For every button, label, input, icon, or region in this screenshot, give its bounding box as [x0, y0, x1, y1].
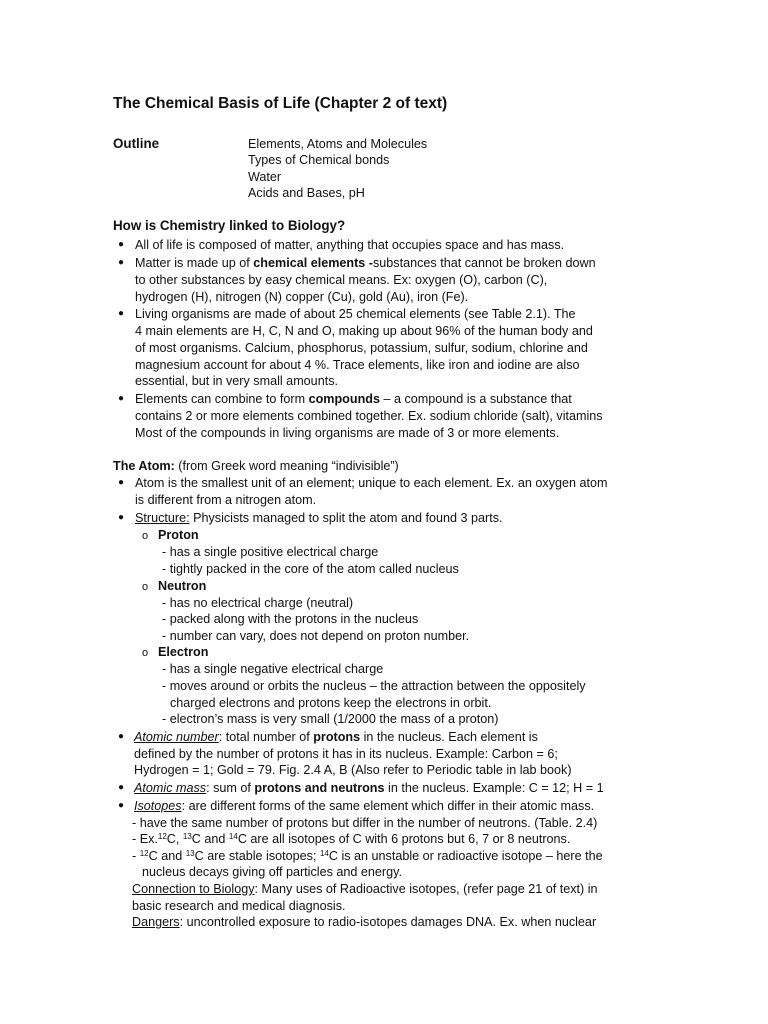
- paragraph-line: charged electrons and protons keep the electrons in orbit.: [170, 696, 492, 710]
- paragraph-line: - has a single negative electrical charge: [162, 662, 384, 676]
- page-title: The Chemical Basis of Life (Chapter 2 of text): [113, 95, 448, 112]
- paragraph-line: essential, but in very small amounts.: [135, 374, 338, 388]
- paragraph-line: Connection to Biology: Many uses of Radioactive isotopes, (refer page 21 of text) in: [132, 882, 598, 896]
- bullet-icon: ●: [118, 477, 125, 488]
- bullet-icon: ●: [118, 512, 125, 523]
- sublist-heading: Electron: [158, 645, 209, 659]
- paragraph-line: defined by the number of protons it has in its nucleus. Example: Carbon = 6;: [134, 747, 558, 761]
- paragraph-line: - have the same number of protons but differ in the number of neutrons. (Table. 2.4): [132, 816, 598, 830]
- paragraph-line: is different from a nitrogen atom.: [135, 493, 317, 507]
- paragraph-line: - number can vary, does not depend on proton number.: [162, 629, 470, 643]
- paragraph-line: basic research and medical diagnosis.: [132, 899, 346, 913]
- paragraph-line: - $^{12}$C and $^{13}$C are stable isotopes; $^{14}$C is an unstable or radioactive isotope – here the: [132, 849, 603, 863]
- outline-item: Acids and Bases, pH: [248, 186, 365, 200]
- paragraph-line: magnesium account for about 4 %. Trace elements, like iron and iodine are also: [135, 358, 580, 372]
- paragraph-line: Atomic mass: sum of protons and neutrons in the nucleus. Example: C = 12; H = 1: [134, 781, 604, 795]
- bullet-icon: ●: [118, 239, 125, 250]
- sublist-heading: Neutron: [158, 579, 207, 593]
- paragraph-line: Hydrogen = 1; Gold = 79. Fig. 2.4 A, B (Also refer to Periodic table in lab book): [134, 763, 572, 777]
- bullet-icon: ●: [118, 393, 125, 404]
- paragraph-line: Living organisms are made of about 25 chemical elements (see Table 2.1). The: [135, 307, 576, 321]
- paragraph-line: - has a single positive electrical charge: [162, 545, 379, 559]
- paragraph-line: Dangers: uncontrolled exposure to radio-isotopes damages DNA. Ex. when nuclear: [132, 915, 597, 929]
- outline-item: Types of Chemical bonds: [248, 153, 390, 167]
- atom-heading: The Atom: (from Greek word meaning “indivisible”): [113, 459, 399, 473]
- paragraph-line: of most organisms. Calcium, phosphorus, potassium, sulfur, sodium, chlorine and: [135, 341, 588, 355]
- paragraph-line: - electron’s mass is very small (1/2000 the mass of a proton): [162, 712, 499, 726]
- paragraph-line: Most of the compounds in living organisms are made of 3 or more elements.: [135, 426, 560, 440]
- paragraph-line: - packed along with the protons in the nucleus: [162, 612, 419, 626]
- bullet-icon: ●: [118, 782, 125, 793]
- paragraph-line: contains 2 or more elements combined together. Ex. sodium chloride (salt), vitamins: [135, 409, 603, 423]
- bullet-icon: ●: [118, 731, 125, 742]
- outline-item: Water: [248, 170, 282, 184]
- outline-label: Outline: [113, 136, 160, 151]
- circle-bullet-icon: o: [142, 530, 149, 542]
- paragraph-line: Matter is made up of chemical elements -substances that cannot be broken down: [135, 256, 596, 270]
- section-heading: How is Chemistry linked to Biology?: [113, 218, 346, 233]
- paragraph-line: - moves around or orbits the nucleus – the attraction between the oppositely: [162, 679, 586, 693]
- paragraph-line: - tightly packed in the core of the atom called nucleus: [162, 562, 459, 576]
- outline-item: Elements, Atoms and Molecules: [248, 137, 428, 151]
- paragraph-line: hydrogen (H), nitrogen (N) copper (Cu), gold (Au), iron (Fe).: [135, 290, 469, 304]
- circle-bullet-icon: o: [142, 581, 149, 593]
- paragraph-line: nucleus decays giving off particles and energy.: [142, 865, 402, 879]
- paragraph-line: Atom is the smallest unit of an element; unique to each element. Ex. an oxygen atom: [135, 476, 608, 490]
- bullet-icon: ●: [118, 308, 125, 319]
- paragraph-line: Atomic number: total number of protons in the nucleus. Each element is: [134, 730, 538, 744]
- paragraph-line: to other substances by easy chemical means. Ex: oxygen (O), carbon (C),: [135, 273, 548, 287]
- paragraph-line: Elements can combine to form compounds – a compound is a substance that: [135, 392, 572, 406]
- paragraph-line: Isotopes: are different forms of the same element which differ in their atomic mass.: [134, 799, 595, 813]
- paragraph-line: All of life is composed of matter, anything that occupies space and has mass.: [135, 238, 565, 252]
- bullet-icon: ●: [118, 800, 125, 811]
- circle-bullet-icon: o: [142, 647, 149, 659]
- paragraph-line: Structure: Physicists managed to split the atom and found 3 parts.: [135, 511, 503, 525]
- bullet-icon: ●: [118, 257, 125, 268]
- sublist-heading: Proton: [158, 528, 199, 542]
- paragraph-line: - Ex.$^{12}$C, $^{13}$C and $^{14}$C are all isotopes of C with 6 protons but 6, 7 or 8 neutrons.: [132, 832, 571, 846]
- paragraph-line: - has no electrical charge (neutral): [162, 596, 354, 610]
- paragraph-line: 4 main elements are H, C, N and O, making up about 96% of the human body and: [135, 324, 593, 338]
